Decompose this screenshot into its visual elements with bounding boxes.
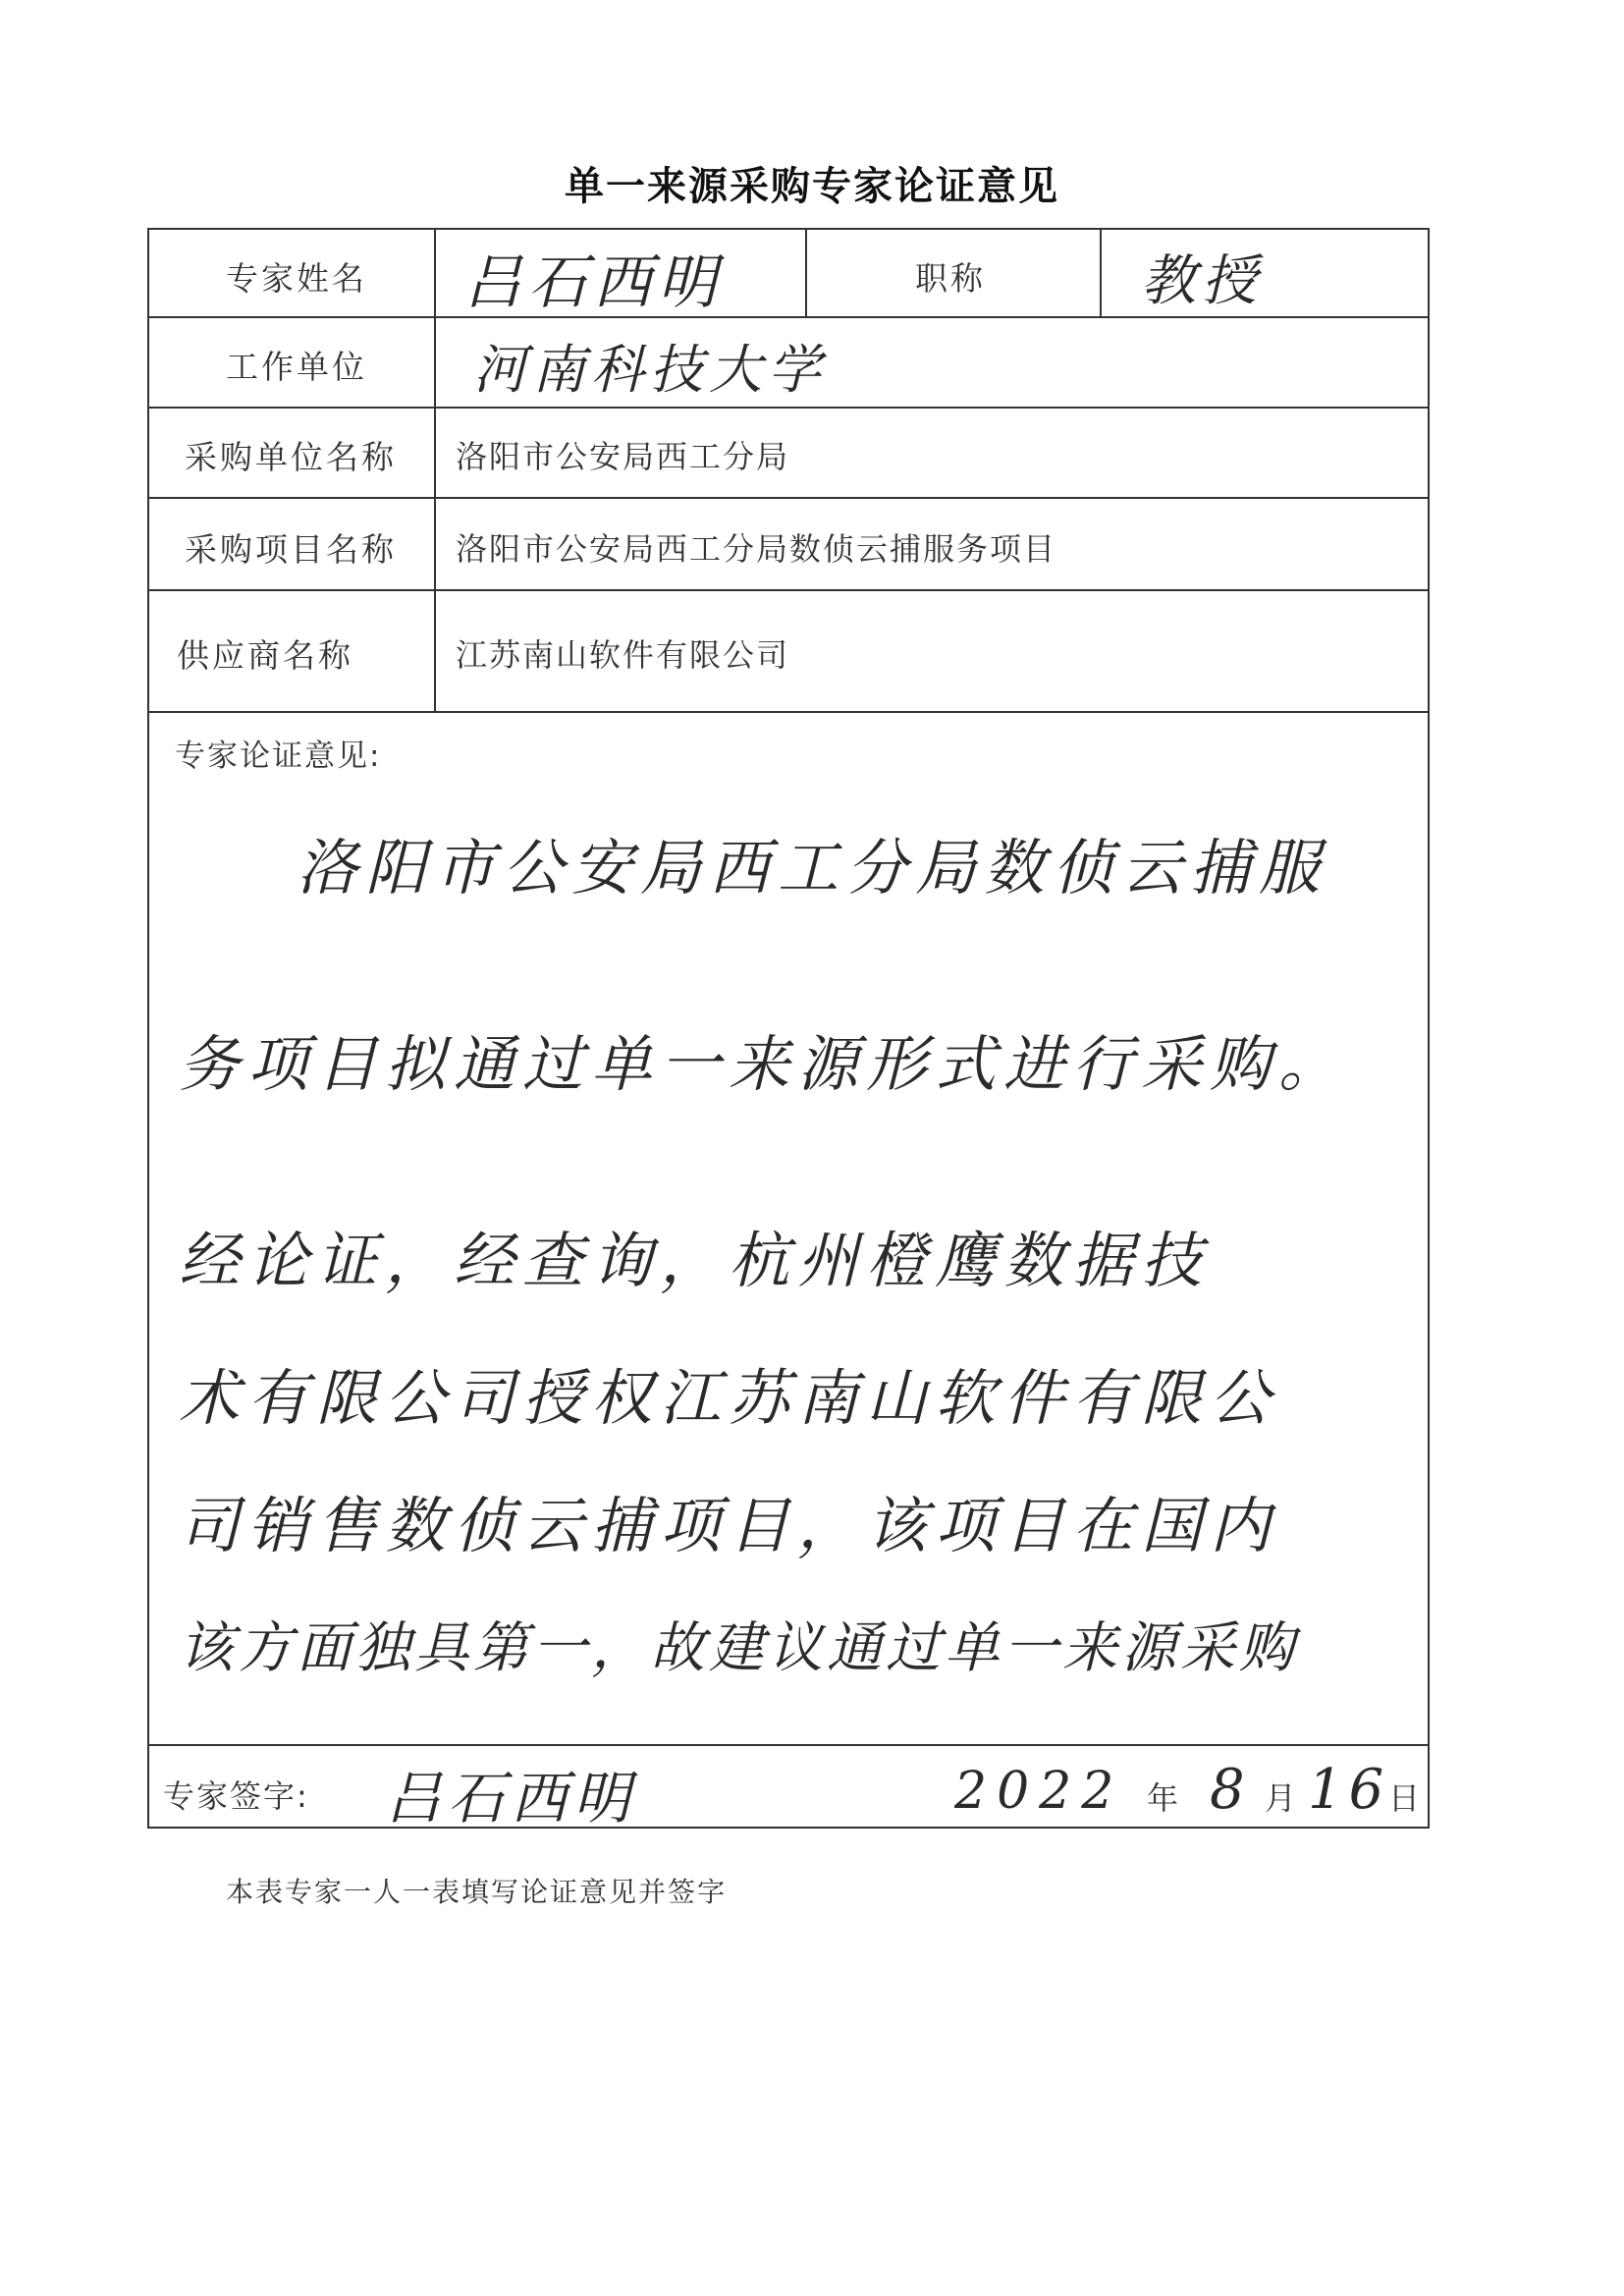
- opinion-line: 司销售数侦云捕项目，该项目在国内: [179, 1490, 1279, 1561]
- project-label: 采购项目名称: [185, 530, 397, 569]
- opinion-label: 专家论证意见:: [175, 738, 382, 774]
- work-unit-label: 工作单位: [226, 348, 367, 386]
- supplier-value: 江苏南山软件有限公司: [456, 636, 790, 674]
- opinion-line: 经论证，经查询，杭州橙鹰数据技: [179, 1225, 1211, 1296]
- year-unit: 年: [1147, 1779, 1182, 1817]
- opinion-line: 该方面独具第一，故建议通过单一来源采购: [179, 1616, 1298, 1680]
- supplier-label: 供应商名称: [177, 636, 353, 675]
- label-column-divider: [434, 230, 436, 711]
- row-divider: [149, 711, 1428, 713]
- signature-handwritten: 吕石西明: [385, 1765, 637, 1831]
- opinion-line: 务项目拟通过单一来源形式进行采购。: [179, 1028, 1348, 1100]
- date-year-handwritten: 2022: [954, 1762, 1124, 1821]
- expert-name-label: 专家姓名: [226, 259, 367, 298]
- project-value: 洛阳市公安局西工分局数侦云捕服务项目: [456, 530, 1057, 568]
- opinion-line: 洛阳市公安局西工分局数侦云捕服: [297, 832, 1328, 903]
- cell-divider: [805, 230, 807, 316]
- row-divider: [149, 497, 1428, 499]
- row-divider: [149, 589, 1428, 591]
- title-rank-handwritten: 教授: [1141, 249, 1263, 313]
- purchaser-value: 洛阳市公安局西工分局: [456, 438, 790, 475]
- purchaser-label: 采购单位名称: [185, 438, 397, 476]
- work-unit-handwritten: 河南科技大学: [473, 339, 827, 401]
- date-day-handwritten: 16: [1308, 1758, 1390, 1822]
- page-title: 单一来源采购专家论证意见: [565, 164, 1059, 209]
- day-unit: 日: [1388, 1779, 1424, 1817]
- opinion-form: [147, 228, 1430, 1829]
- signature-label: 专家签字:: [163, 1777, 309, 1815]
- opinion-line: 术有限公司授权江苏南山软件有限公: [179, 1362, 1279, 1434]
- row-divider: [149, 407, 1428, 409]
- date-month-handwritten: 8: [1210, 1758, 1251, 1822]
- title-rank-label: 职称: [915, 259, 986, 298]
- footnote: 本表专家一人一表填写论证意见并签字: [226, 1876, 728, 1908]
- row-divider: [149, 1744, 1428, 1746]
- row-divider: [149, 316, 1428, 318]
- cell-divider: [1100, 230, 1102, 316]
- month-unit: 月: [1265, 1779, 1300, 1817]
- expert-name-handwritten: 吕石西明: [463, 248, 723, 317]
